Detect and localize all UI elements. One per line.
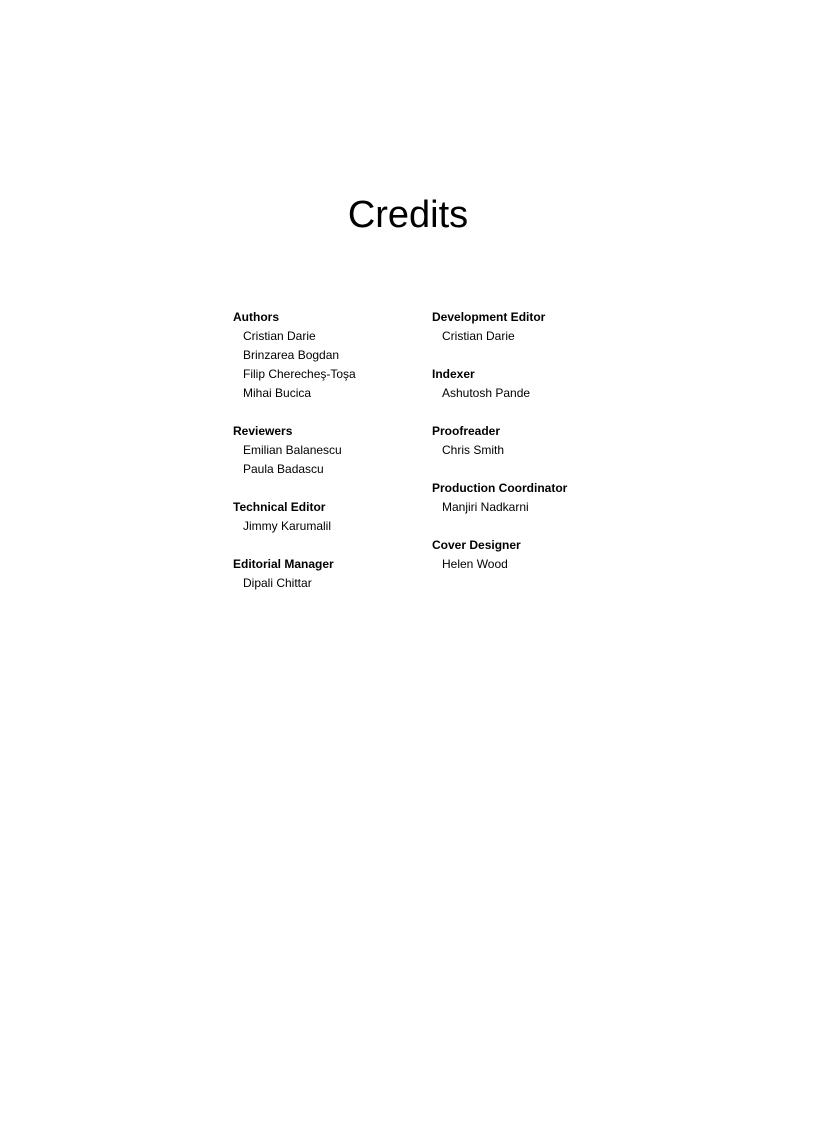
- name-list: [233, 517, 433, 536]
- credits-column-right: [432, 308, 632, 593]
- role-heading: Authors: [233, 310, 279, 324]
- contributor-name: Helen Wood: [442, 557, 508, 571]
- name-list: [432, 384, 632, 403]
- credit-group-authors: [233, 308, 433, 403]
- credit-group-indexer: [432, 365, 632, 403]
- name-list: [432, 441, 632, 460]
- contributor-name: Paula Badascu: [243, 462, 324, 476]
- credit-group-editorial-manager: [233, 555, 433, 593]
- credits-column-left: [233, 308, 433, 612]
- name-list: [432, 555, 632, 574]
- name-list: [432, 327, 632, 346]
- name-list: [233, 327, 433, 403]
- contributor-name: Manjiri Nadkarni: [442, 500, 529, 514]
- name-list: [432, 498, 632, 517]
- contributor-name: Emilian Balanescu: [243, 443, 342, 457]
- contributor-name: Jimmy Karumalil: [243, 519, 332, 533]
- contributor-name: Ashutosh Pande: [442, 386, 531, 400]
- credit-group-cover-designer: [432, 536, 632, 574]
- role-heading: Proofreader: [432, 424, 501, 438]
- contributor-name: Cristian Darie: [442, 329, 515, 343]
- contributor-name: Cristian Darie: [243, 329, 316, 343]
- page-title: Credits: [347, 194, 469, 236]
- role-heading: Reviewers: [233, 424, 293, 438]
- name-list: [233, 441, 433, 479]
- contributor-name: Brinzarea Bogdan: [243, 348, 340, 362]
- name-list: [233, 574, 433, 593]
- contributor-name: Mihai Bucica: [243, 386, 312, 400]
- contributor-name: Dipali Chittar: [243, 576, 312, 590]
- role-heading: Indexer: [432, 367, 475, 381]
- contributor-name: Chris Smith: [442, 443, 505, 457]
- credit-group-production-coordinator: [432, 479, 632, 517]
- role-heading: Development Editor: [432, 310, 546, 324]
- contributor-name: Filip Cherecheş-Toşa: [243, 367, 356, 381]
- role-heading: Technical Editor: [233, 500, 326, 514]
- credit-group-technical-editor: [233, 498, 433, 536]
- role-heading: Production Coordinator: [432, 481, 568, 495]
- credit-group-reviewers: [233, 422, 433, 479]
- credit-group-proofreader: [432, 422, 632, 460]
- role-heading: Editorial Manager: [233, 557, 334, 571]
- credit-group-development-editor: [432, 308, 632, 346]
- role-heading: Cover Designer: [432, 538, 521, 552]
